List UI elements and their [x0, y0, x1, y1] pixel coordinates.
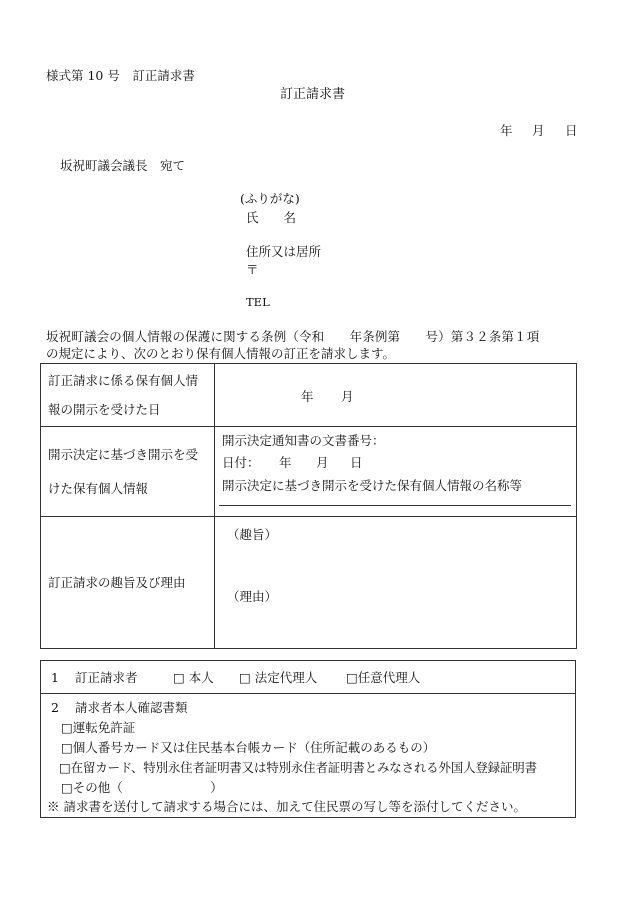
date-month-label: 月	[532, 123, 545, 138]
name-label: 氏 名	[246, 210, 297, 225]
furigana-label: (ふりがな)	[240, 191, 300, 206]
intro-line-2: の規定により、次のとおり保有個人情報の訂正を請求します。	[46, 346, 396, 361]
document-title: 訂正請求書	[280, 87, 346, 102]
date-year-label: 年	[500, 123, 513, 138]
row1-month-label: 月	[341, 389, 354, 404]
table-row-disclosure-date	[41, 364, 577, 427]
table-row-disclosed-info	[41, 427, 577, 517]
underline-divider	[219, 505, 571, 506]
row2-year-label: 年	[279, 455, 292, 470]
label-cell	[41, 427, 215, 517]
info-name-label: 開示決定に基づき開示を受けた保有個人情報の名称等	[222, 478, 523, 493]
intro-line-1: 坂祝町議会の個人情報の保護に関する条例（令和 年条例第 号）第３２条第１項	[46, 329, 540, 344]
addressee: 坂祝町議会議長 宛て	[60, 158, 186, 173]
purpose-reason-field[interactable]	[215, 517, 577, 649]
label-cell	[41, 364, 215, 427]
date-day-label: 日	[565, 123, 578, 138]
table-row-purpose-reason	[41, 517, 577, 649]
purpose-label: （趣旨）	[227, 527, 278, 542]
form-number: 様式第 10 号 訂正請求書	[46, 68, 195, 83]
row3-label: 訂正請求の趣旨及び理由	[48, 575, 186, 590]
section1-number: 1	[51, 670, 59, 685]
row2-day-label: 日	[350, 455, 363, 470]
correction-request-table	[40, 363, 577, 649]
row2-date-label: 日付：	[222, 455, 260, 470]
checkbox-legal-agent[interactable]: □ 法定代理人	[239, 670, 318, 685]
row2-label-line-1: 開示決定に基づき開示を受	[48, 447, 199, 462]
requester-type-box	[40, 660, 576, 694]
mailing-note: ※ 請求書を送付して請求する場合には、加えて住民票の写し等を添付してください。	[47, 799, 526, 814]
doc-number-label: 開示決定通知書の文書番号：	[222, 433, 385, 448]
row1-label-line-2: 報の開示を受けた日	[48, 402, 161, 417]
row2-label-line-2: けた保有個人情報	[48, 481, 149, 496]
section2-label: 請求者本人確認書類	[75, 700, 188, 715]
identity-documents-box	[40, 693, 576, 818]
disclosed-info-field[interactable]	[215, 427, 577, 517]
checkbox-voluntary-agent[interactable]: □任意代理人	[346, 670, 421, 685]
tel-label: TEL	[246, 295, 270, 309]
row2-month-label: 月	[316, 455, 329, 470]
checkbox-drivers-license[interactable]: □運転免許証	[61, 720, 136, 735]
row1-label-line-1: 訂正請求に係る保有個人情	[48, 373, 199, 388]
checkbox-my-number-card[interactable]: □個人番号カード又は住民基本台帳カード（住所記載のあるもの）	[61, 740, 436, 755]
checkbox-residence-card[interactable]: □在留カード、特別永住者証明書又は特別永住者証明書とみなされる外国人登録証明書	[59, 760, 537, 775]
section1-label: 訂正請求者	[75, 670, 138, 685]
row1-year-label: 年	[301, 389, 314, 404]
checkbox-other[interactable]: □その他（ ）	[61, 780, 223, 795]
section2-number: 2	[51, 700, 59, 715]
checkbox-self[interactable]: □ 本人	[173, 670, 214, 685]
disclosure-date-field[interactable]	[215, 364, 577, 427]
address-label: 住所又は居所	[246, 244, 322, 259]
reason-label: （理由）	[227, 589, 278, 604]
postal-mark: 〒	[246, 262, 259, 277]
label-cell	[41, 517, 215, 649]
